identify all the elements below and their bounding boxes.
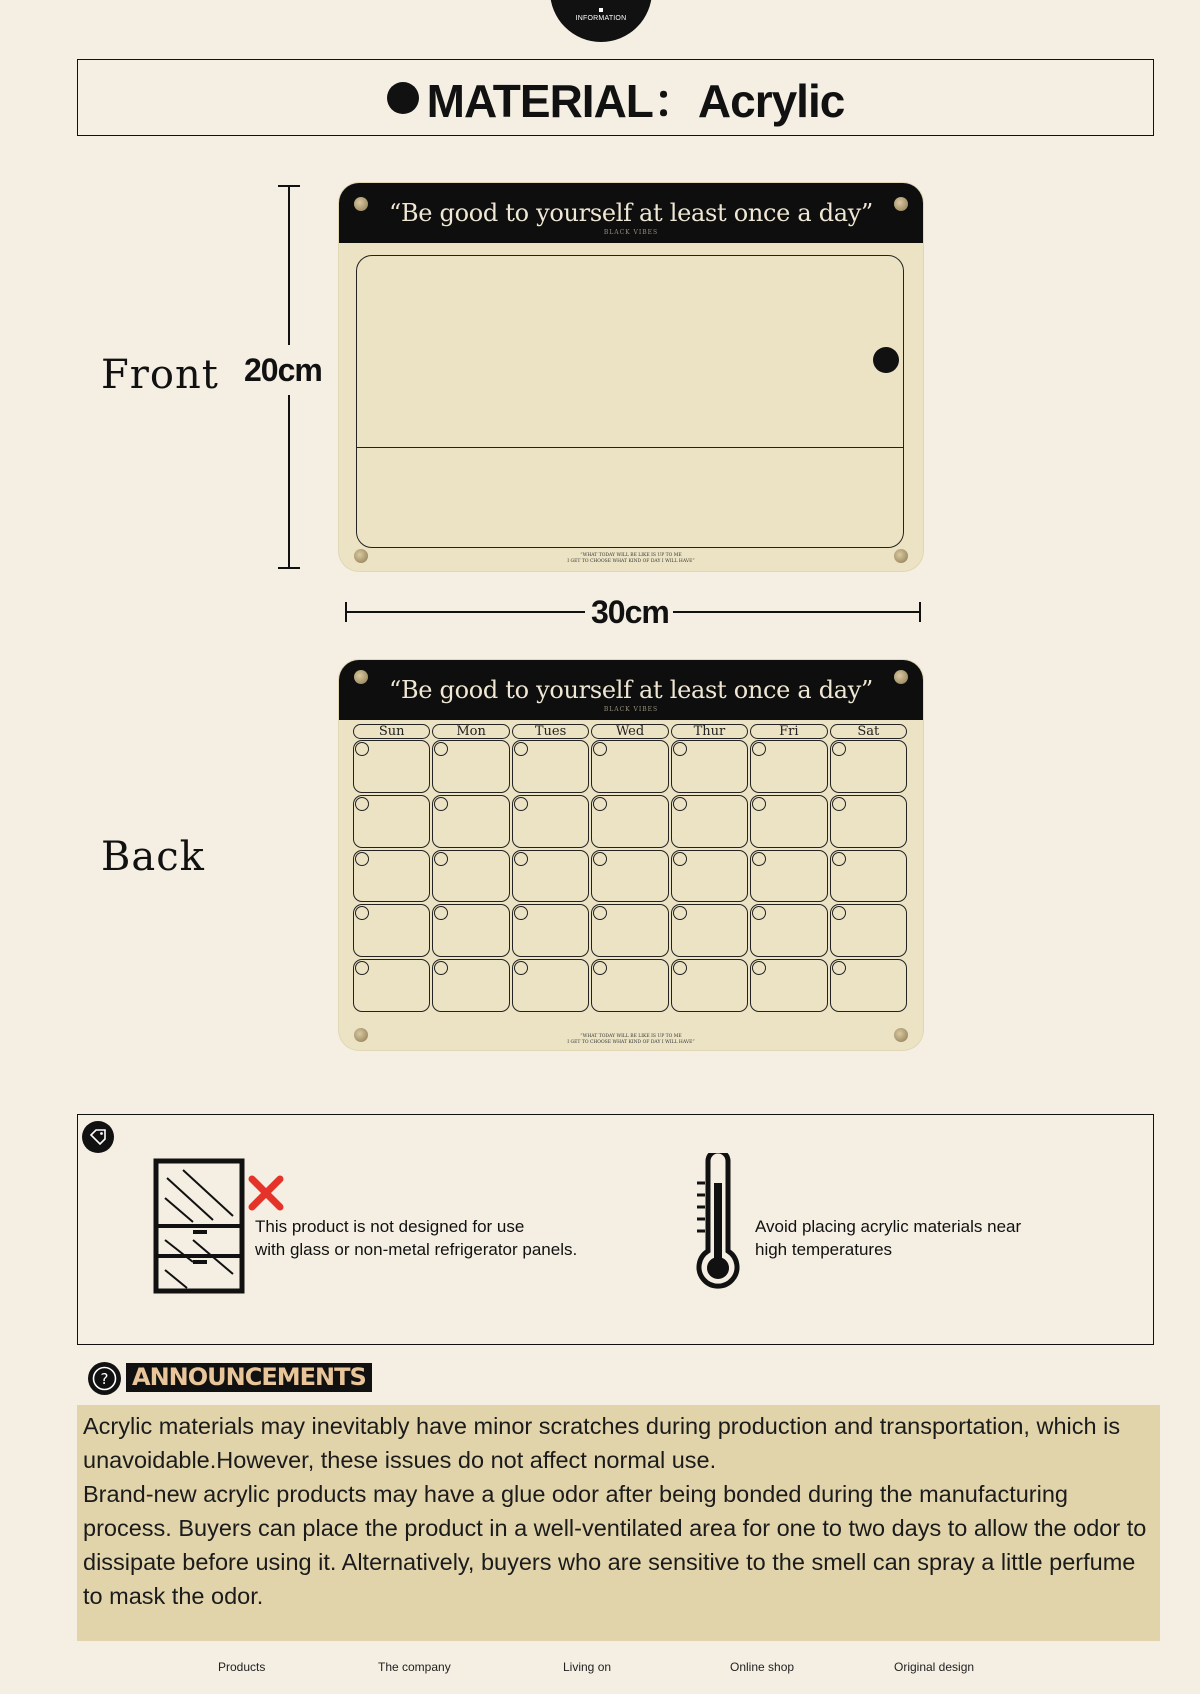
calendar-cell bbox=[512, 959, 589, 1012]
board-footer bbox=[339, 553, 923, 565]
calendar-cell bbox=[353, 740, 430, 793]
front-label: Front bbox=[101, 352, 219, 398]
information-badge bbox=[550, 0, 652, 42]
weekday-label: Fri bbox=[750, 724, 827, 739]
weekday-label: Thur bbox=[671, 724, 748, 739]
not-allowed-x-icon bbox=[248, 1175, 284, 1216]
width-tick-right bbox=[919, 602, 921, 622]
calendar-cell bbox=[830, 850, 907, 903]
weekday-label: Sun bbox=[353, 724, 430, 739]
calendar-cell bbox=[512, 795, 589, 848]
title-box bbox=[77, 59, 1154, 136]
board-footer-line: I GET TO CHOOSE WHAT KIND OF DAY I WILL HAVE” bbox=[567, 559, 695, 564]
badge-dot-icon bbox=[599, 8, 603, 12]
announcement-paragraph: Brand-new acrylic products may have a glue odor after being bonded during the manufacturing process. Buyers can place the product in a well-ventilated area for one to two days to allow the odor to dissipate before using it. Alternatively, buyers who are sensitive to the smell can spray a little perfume to mask the odor. bbox=[83, 1481, 1147, 1609]
thermometer-icon bbox=[693, 1153, 743, 1300]
footer-link-online-shop[interactable]: Online shop bbox=[730, 1660, 795, 1674]
calendar-cell bbox=[750, 850, 827, 903]
weekday-label: Tues bbox=[512, 724, 589, 739]
calendar-cell bbox=[830, 740, 907, 793]
board-header bbox=[339, 660, 923, 720]
calendar-weekdays bbox=[353, 724, 907, 740]
back-board bbox=[339, 660, 923, 1050]
calendar-cell bbox=[432, 740, 509, 793]
refrigerator-notice bbox=[255, 1215, 577, 1261]
calendar-cell bbox=[830, 904, 907, 957]
board-footer bbox=[339, 1034, 923, 1046]
height-line-top bbox=[288, 185, 290, 345]
page-title: MATERIAL：Acrylic bbox=[426, 74, 845, 127]
back-label: Back bbox=[101, 834, 205, 880]
tag-icon bbox=[82, 1121, 114, 1153]
calendar-cell bbox=[512, 904, 589, 957]
brand-logo-icon bbox=[873, 347, 899, 373]
board-brand: BLACK VIBES bbox=[603, 229, 659, 236]
calendar-cell bbox=[591, 740, 668, 793]
calendar-cell bbox=[432, 904, 509, 957]
calendar-cell bbox=[353, 904, 430, 957]
temperature-notice bbox=[755, 1215, 1021, 1261]
calendar-cell bbox=[671, 959, 748, 1012]
board-footer-line: “WHAT TODAY WILL BE LIKE IS UP TO ME bbox=[580, 1034, 682, 1039]
calendar-cell bbox=[432, 959, 509, 1012]
calendar-cell bbox=[750, 959, 827, 1012]
screw-icon bbox=[354, 670, 368, 684]
refrigerator-icon bbox=[153, 1158, 245, 1299]
width-line-right bbox=[673, 611, 920, 613]
calendar-grid bbox=[353, 740, 907, 1012]
footer-link-company[interactable]: The company bbox=[378, 1660, 451, 1674]
calendar-cell bbox=[353, 959, 430, 1012]
calendar-cell bbox=[353, 850, 430, 903]
weekday-label: Wed bbox=[591, 724, 668, 739]
screw-icon bbox=[354, 197, 368, 211]
notice-line: This product is not designed for use bbox=[255, 1217, 525, 1236]
calendar-cell bbox=[830, 795, 907, 848]
board-brand: BLACK VIBES bbox=[603, 706, 659, 713]
board-quote: “Be good to yourself at least once a day” bbox=[388, 676, 874, 704]
calendar-cell bbox=[432, 795, 509, 848]
notice-line: with glass or non-metal refrigerator panels. bbox=[255, 1240, 578, 1259]
svg-text:?: ? bbox=[100, 1370, 109, 1388]
calendar-cell bbox=[432, 850, 509, 903]
calendar-cell bbox=[750, 740, 827, 793]
calendar-cell bbox=[750, 904, 827, 957]
calendar-cell bbox=[750, 795, 827, 848]
bullet-icon bbox=[387, 82, 419, 114]
screw-icon bbox=[894, 670, 908, 684]
calendar-cell bbox=[591, 904, 668, 957]
calendar-cell bbox=[671, 795, 748, 848]
footer-link-products[interactable]: Products bbox=[218, 1660, 266, 1674]
announcement-paragraph: Acrylic materials may inevitably have minor scratches during production and transportation, which is unavoidable.However, these issues do not affect normal use. bbox=[83, 1413, 1121, 1473]
board-header bbox=[339, 183, 923, 243]
badge-label: INFORMATION bbox=[575, 15, 627, 22]
calendar-cell bbox=[353, 795, 430, 848]
height-dimension: 20cm bbox=[244, 352, 322, 388]
footer-link-living-on[interactable]: Living on bbox=[563, 1660, 612, 1674]
front-board bbox=[339, 183, 923, 571]
calendar-cell bbox=[512, 740, 589, 793]
announcements-body bbox=[77, 1405, 1160, 1641]
screw-icon bbox=[894, 197, 908, 211]
notice-line: Avoid placing acrylic materials near bbox=[755, 1217, 1022, 1236]
weekday-label: Mon bbox=[432, 724, 509, 739]
weekday-label: Sat bbox=[830, 724, 907, 739]
calendar-cell bbox=[671, 740, 748, 793]
usage-notice-box bbox=[77, 1114, 1154, 1345]
board-footer-line: “WHAT TODAY WILL BE LIKE IS UP TO ME bbox=[580, 553, 682, 558]
calendar-cell bbox=[591, 795, 668, 848]
height-tick-bottom bbox=[278, 567, 300, 569]
calendar-cell bbox=[830, 959, 907, 1012]
width-dimension: 30cm bbox=[591, 594, 669, 630]
height-line-bottom bbox=[288, 395, 290, 568]
calendar-cell bbox=[591, 850, 668, 903]
announcements-label: ANNOUNCEMENTS bbox=[126, 1363, 372, 1392]
notice-line: high temperatures bbox=[755, 1240, 893, 1259]
footer-link-original-design[interactable]: Original design bbox=[894, 1660, 975, 1674]
writing-area bbox=[356, 255, 904, 548]
board-quote: “Be good to yourself at least once a day” bbox=[388, 199, 874, 227]
question-icon bbox=[88, 1362, 121, 1395]
calendar-cell bbox=[591, 959, 668, 1012]
width-line-left bbox=[345, 611, 585, 613]
calendar-cell bbox=[671, 904, 748, 957]
writing-area-divider bbox=[357, 447, 903, 448]
calendar-cell bbox=[512, 850, 589, 903]
board-footer-line: I GET TO CHOOSE WHAT KIND OF DAY I WILL HAVE” bbox=[567, 1040, 695, 1045]
calendar-cell bbox=[671, 850, 748, 903]
